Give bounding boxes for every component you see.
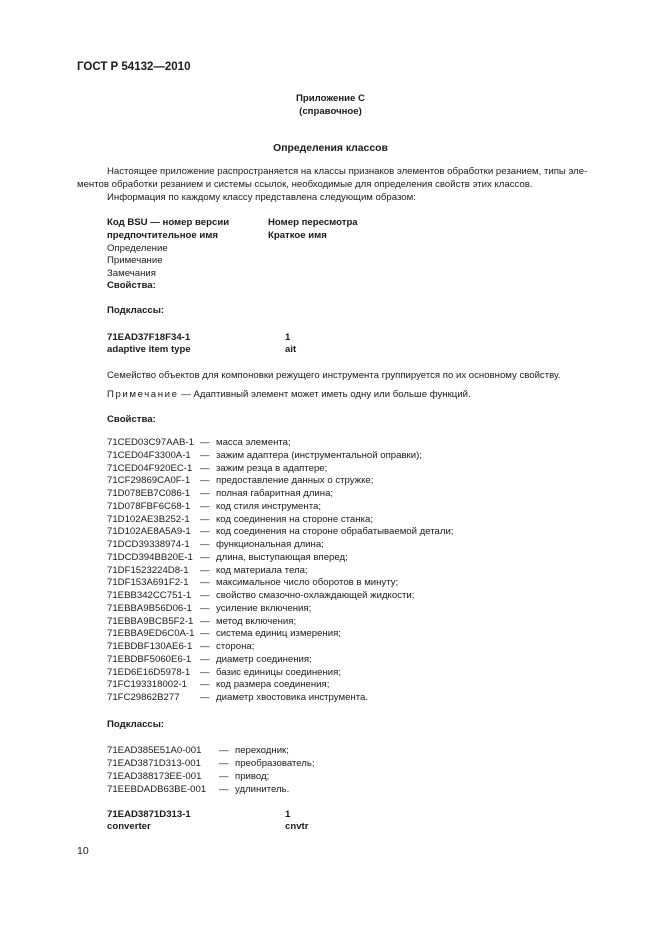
- properties-heading: Свойства:: [107, 414, 156, 425]
- property-code: 71CED04F920EC-1: [107, 462, 193, 474]
- property-text: усиление включения;: [216, 602, 312, 614]
- subclass-text: удлинитель.: [235, 784, 290, 795]
- template-preferred-name: предпочтительное имя: [107, 230, 218, 241]
- property-code: 71FC29862B277: [107, 692, 180, 703]
- property-text: свойство смазочно-охлаждающей жидкости;: [216, 590, 415, 601]
- property-dash: —: [200, 641, 210, 652]
- property-code: 71D078FBF6C68-1: [107, 500, 191, 512]
- property-text: сторона;: [216, 641, 255, 652]
- subclasses-heading: Подклассы:: [107, 305, 165, 316]
- property-dash: —: [200, 577, 210, 589]
- class1-short: ait: [285, 344, 297, 355]
- class2-code: 71EAD3871D313-1: [107, 809, 191, 820]
- property-text: функциональная длина;: [216, 539, 324, 550]
- property-row: [107, 552, 348, 565]
- property-row: [107, 475, 373, 488]
- intro-line-2: ментов обработки резанием и системы ссылок, необходимые для определения свойств этих классов.: [77, 179, 533, 190]
- property-row: [107, 679, 329, 692]
- subclass-code: 71EAD3871D313-001: [107, 758, 201, 769]
- property-row: [107, 654, 312, 667]
- property-row: [107, 450, 422, 463]
- property-row: [107, 539, 324, 552]
- property-row: [107, 501, 321, 514]
- subclass-dash: —: [219, 745, 229, 756]
- subclass-text: привод;: [235, 771, 270, 782]
- class1-code: 71EAD37F18F34-1: [107, 332, 191, 343]
- property-dash: —: [200, 653, 210, 665]
- property-row: [107, 565, 308, 578]
- property-dash: —: [200, 679, 210, 691]
- property-dash: —: [200, 449, 210, 461]
- property-code: 71EBBA9BCB5F2-1: [107, 615, 194, 627]
- property-code: 71DF1523224D8-1: [107, 564, 189, 576]
- class1-subclasses-heading: Подклассы:: [107, 719, 165, 730]
- property-code: 71DCD39338974-1: [107, 539, 190, 550]
- property-code: 71DCD394BB20E-1: [107, 551, 193, 563]
- property-row: [107, 667, 341, 680]
- property-dash: —: [200, 564, 210, 576]
- property-text: зажим адаптера (инструментальной оправки);: [216, 449, 422, 461]
- property-code: 71EBBA9ED6C0A-1: [107, 628, 195, 640]
- property-dash: —: [200, 666, 210, 678]
- subclass-row: [107, 771, 269, 784]
- subclass-row: [107, 758, 315, 771]
- property-dash: —: [200, 590, 210, 601]
- property-text: диаметр соединения;: [216, 653, 312, 665]
- property-dash: —: [200, 692, 210, 703]
- template-remarks: Замечания: [107, 268, 156, 279]
- property-text: масса элемента;: [216, 437, 291, 448]
- subclass-text: переходник;: [235, 745, 289, 756]
- template-definition: Определение: [107, 243, 168, 254]
- page-number: 10: [77, 845, 89, 857]
- subclass-row: [107, 745, 289, 758]
- subclass-dash: —: [219, 784, 229, 795]
- note-label: Примечание: [107, 389, 179, 400]
- property-dash: —: [200, 551, 210, 563]
- property-text: максимальное число оборотов в минуту;: [216, 577, 399, 589]
- property-code: 71D102AE8A5A9-1: [107, 526, 191, 538]
- property-row: [107, 514, 373, 527]
- property-row: [107, 692, 368, 705]
- property-row: [107, 463, 327, 476]
- property-text: код размера соединения;: [216, 679, 330, 691]
- property-dash: —: [200, 437, 210, 448]
- appendix-title: Приложение С: [296, 93, 365, 104]
- note-text: — Адаптивный элемент может иметь одну или больше функций.: [181, 389, 471, 400]
- property-row: [107, 437, 291, 450]
- property-code: 71ED6E16D5978-1: [107, 666, 191, 678]
- property-row: [107, 628, 341, 641]
- subclass-code: 71EAD388173EE-001: [107, 771, 202, 782]
- property-code: 71CED03C97AAB-1: [107, 437, 194, 448]
- property-dash: —: [200, 462, 210, 474]
- template-note: Примечание: [107, 255, 163, 266]
- property-dash: —: [200, 475, 210, 487]
- property-code: 71EBB342CC751-1: [107, 590, 192, 601]
- property-dash: —: [200, 602, 210, 614]
- property-row: [107, 616, 296, 629]
- subclass-code: 71EEBDADB63BE-001: [107, 784, 207, 795]
- subclass-dash: —: [219, 771, 229, 782]
- property-code: 71CED04F3300A-1: [107, 449, 191, 461]
- class2-revision: 1: [285, 809, 291, 820]
- property-code: 71EBDBF5060E6-1: [107, 653, 192, 665]
- property-text: система единиц измерения;: [216, 628, 341, 640]
- property-text: код стиля инструмента;: [216, 500, 321, 512]
- class1-revision: 1: [285, 332, 291, 343]
- subclass-text: преобразователь;: [235, 758, 315, 769]
- property-dash: —: [200, 500, 210, 512]
- property-code: 71DF153A691F2-1: [107, 577, 189, 589]
- property-code: 71EBBA9B56D06-1: [107, 602, 192, 614]
- property-text: код материала тела;: [216, 564, 308, 576]
- property-text: код соединения на стороне обрабатываемой детали;: [216, 526, 454, 538]
- property-row: [107, 590, 414, 603]
- class2-name: converter: [107, 821, 151, 832]
- property-text: длина, выступающая вперед;: [216, 551, 348, 563]
- property-text: предоставление данных о стружке;: [216, 475, 374, 487]
- template-properties: Свойства:: [107, 280, 156, 291]
- property-row: [107, 641, 254, 654]
- property-text: базис единицы соединения;: [216, 666, 341, 678]
- property-code: 71D102AE3B252-1: [107, 513, 190, 525]
- property-code: 71CF29869CA0F-1: [107, 475, 191, 487]
- class1-description: Семейство объектов для компоновки режущего инструмента группируется по их основному свойству.: [107, 370, 561, 381]
- property-dash: —: [200, 539, 210, 550]
- property-row: [107, 603, 311, 616]
- subclass-row: [107, 784, 289, 797]
- property-code: 71EBDBF130AE6-1: [107, 641, 193, 652]
- property-text: код соединения на стороне станка;: [216, 513, 373, 525]
- class1-name: adaptive item type: [107, 344, 191, 355]
- property-text: метод включения;: [216, 615, 297, 627]
- template-short-name: Краткое имя: [268, 230, 327, 241]
- intro-line-3: Информация по каждому классу представлена следующим образом:: [107, 192, 416, 203]
- property-row: [107, 526, 454, 539]
- property-dash: —: [200, 513, 210, 525]
- standard-header: ГОСТ Р 54132—2010: [77, 61, 191, 73]
- property-code: 71FC193318002-1: [107, 679, 188, 691]
- subclass-dash: —: [219, 758, 229, 769]
- class2-short: cnvtr: [285, 821, 309, 832]
- template-code-label: Код BSU — номер версии: [107, 217, 230, 228]
- property-dash: —: [200, 526, 210, 538]
- property-text: зажим резца в адаптере;: [216, 462, 328, 474]
- property-row: [107, 577, 398, 590]
- property-text: диаметр хвостовика инструмента.: [216, 692, 368, 703]
- appendix-note: (справочное): [299, 106, 362, 117]
- section-title: Определения классов: [273, 143, 388, 154]
- class1-note: [107, 389, 471, 402]
- property-dash: —: [200, 615, 210, 627]
- intro-line-1: Настоящее приложение распространяется на классы признаков элементов обработки резанием, типы эле-: [107, 166, 588, 177]
- property-row: [107, 488, 333, 501]
- property-dash: —: [200, 488, 210, 499]
- template-revision-label: Номер пересмотра: [268, 217, 358, 228]
- property-dash: —: [200, 628, 210, 640]
- property-code: 71D078EB7C086-1: [107, 488, 191, 499]
- subclass-code: 71EAD385E51A0-001: [107, 745, 202, 756]
- property-text: полная габаритная длина;: [216, 488, 334, 499]
